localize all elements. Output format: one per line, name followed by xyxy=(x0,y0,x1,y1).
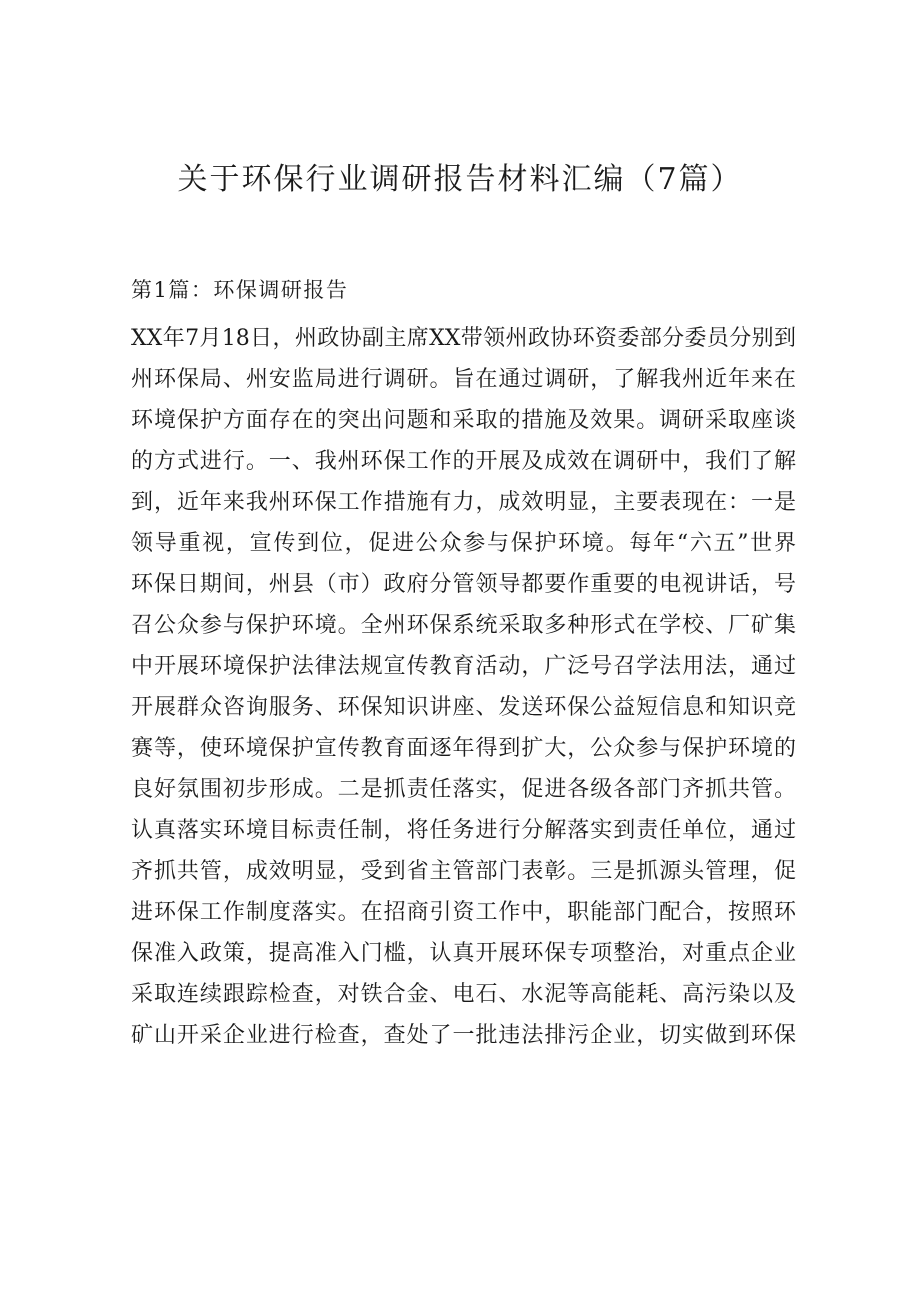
body-text-line: 开展群众咨询服务、环保知识讲座、发送环保公益短信息和知识竞 xyxy=(131,695,796,720)
body-text-line: 良好氛围初步形成。二是抓责任落实，促进各级各部门齐抓共管。 xyxy=(131,777,796,802)
body-text-line: 进环保工作制度落实。在招商引资工作中，职能部门配合，按照环 xyxy=(131,900,796,925)
body-text-line: 环保日期间，州县（市）政府分管领导都要作重要的电视讲话，号 xyxy=(131,572,796,597)
body-text-line: 矿山开采企业进行检查，查处了一批违法排污企业，切实做到环保 xyxy=(131,1023,796,1048)
body-text-line: 召公众参与保护环境。全州环保系统采取多种形式在学校、厂矿集 xyxy=(131,613,796,638)
section-heading: 第1篇：环保调研报告 xyxy=(131,278,349,302)
body-text-line: 中开展环境保护法律法规宣传教育活动，广泛号召学法用法，通过 xyxy=(131,654,796,679)
body-text-line: 齐抓共管，成效明显，受到省主管部门表彰。三是抓源头管理，促 xyxy=(131,859,796,884)
body-text-line: 赛等，使环境保护宣传教育面逐年得到扩大，公众参与保护环境的 xyxy=(131,736,796,761)
body-text-line: XX年7月18日，州政协副主席XX带领州政协环资委部分委员分别到 xyxy=(131,326,796,351)
body-text-line: 的方式进行。一、我州环保工作的开展及成效在调研中，我们了解 xyxy=(131,449,796,474)
body-text-line: 采取连续跟踪检查，对铁合金、电石、水泥等高能耗、高污染以及 xyxy=(131,982,796,1007)
body-text-line: 到，近年来我州环保工作措施有力，成效明显，主要表现在：一是 xyxy=(131,490,796,515)
body-paragraph xyxy=(131,318,796,1056)
body-text-line: 认真落实环境目标责任制，将任务进行分解落实到责任单位，通过 xyxy=(131,818,796,843)
body-text-line: 州环保局、州安监局进行调研。旨在通过调研，了解我州近年来在 xyxy=(131,367,796,392)
body-text-line: 保准入政策，提高准入门槛，认真开展环保专项整治，对重点企业 xyxy=(131,941,796,966)
document-title: 关于环保行业调研报告材料汇编（7篇） xyxy=(177,162,743,198)
body-text-line: 领导重视，宣传到位，促进公众参与保护环境。每年“六五”世界 xyxy=(131,531,796,556)
body-text-line: 环境保护方面存在的突出问题和采取的措施及效果。调研采取座谈 xyxy=(131,408,796,433)
